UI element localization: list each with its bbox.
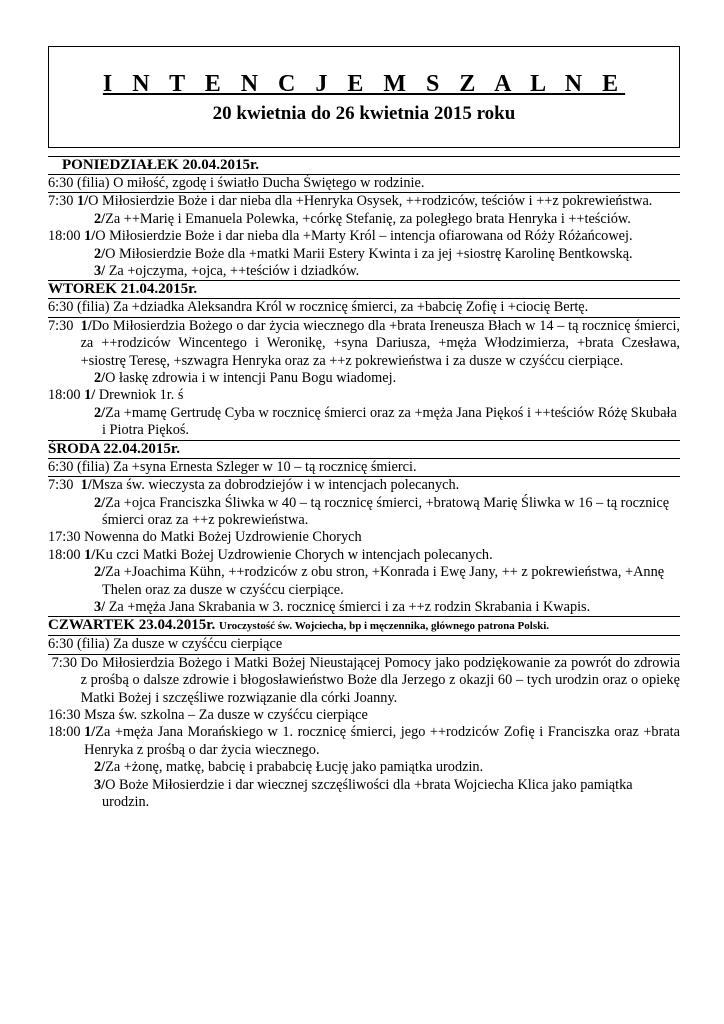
text: Za ++Marię i Emanuela Polewka, +córkę Stefanię, za poległego brata Henryka i ++teściów. <box>105 210 631 227</box>
intentions-list <box>48 156 680 811</box>
intention-text <box>94 759 680 776</box>
intention-text <box>94 495 680 530</box>
text: Za +męża Jana Morańskiego w 1. rocznicę śmierci, jego ++rodziców Zofię i Franciszka oraz +brata Henryka z prośbą o dar życia wiecznego. <box>84 724 680 758</box>
number: 3/ <box>94 598 106 615</box>
intention-text <box>77 193 680 210</box>
intention-text <box>94 246 680 263</box>
document-page <box>48 46 680 811</box>
intention-entry <box>48 387 680 404</box>
intention-text <box>94 564 680 599</box>
filia-entry: 6:30 (filia) Za +dziadka Aleksandra Król w rocznicę śmierci, za +babcię Zofię i +ciocię Bertę. <box>48 299 680 317</box>
intention-entry <box>48 370 680 387</box>
intention-text <box>84 228 680 245</box>
day-header-monday <box>48 156 680 175</box>
intention-entry <box>48 193 680 210</box>
intention-entry <box>48 246 680 263</box>
filia-entry: 6:30 (filia) O miłość, zgodę i światło Ducha Świętego w rodzinie. <box>48 175 680 193</box>
number: 1/ <box>80 317 92 334</box>
number: 2/ <box>94 245 106 262</box>
number: 2/ <box>94 759 106 776</box>
number: 2/ <box>94 564 106 581</box>
intention-entry <box>48 599 680 616</box>
feast-note: Uroczystość św. Wojciecha, bp i męczennika, głównego patrona Polski. <box>219 620 550 633</box>
time: 7:30 <box>48 654 81 671</box>
number: 1/ <box>84 724 96 741</box>
text: O łaskę zdrowia i w intencji Panu Bogu wiadomej. <box>105 370 397 387</box>
date-range-subtitle: 20 kwietnia do 26 kwietnia 2015 roku <box>212 103 516 124</box>
intention-entry <box>48 777 680 812</box>
intention-text <box>81 477 680 494</box>
intention-entry <box>48 495 680 530</box>
day-title: ŚRODA 22.04.2015r. <box>48 440 180 457</box>
school-mass-entry: 16:30 Msza św. szkolna – Za dusze w czyśćcu cierpiące <box>48 706 368 723</box>
time: 7:30 <box>48 317 81 334</box>
time: 18:00 <box>48 228 85 245</box>
time: 18:00 <box>48 724 85 741</box>
number: 1/ <box>77 193 89 210</box>
text: Za +ojczyma, +ojca, ++teściów i dziadków. <box>105 263 360 280</box>
day-header-wednesday <box>48 440 680 459</box>
intention-entry <box>48 724 680 759</box>
filia-entry: 6:30 (filia) Za +syna Ernesta Szleger w 10 – tą rocznicę śmierci. <box>48 459 680 477</box>
number: 1/ <box>84 546 96 563</box>
text: O Miłosierdzie Boże i dar nieba dla +Henryka Osysek, ++rodziców, teściów i ++z pokrewieństwa. <box>88 193 653 210</box>
intention-entry <box>48 547 680 564</box>
time: 18:00 <box>48 546 85 563</box>
intention-text <box>84 724 680 759</box>
number: 2/ <box>94 210 106 227</box>
number: 1/ <box>80 477 92 494</box>
day-title: WTOREK 21.04.2015r. <box>48 281 198 298</box>
number: 2/ <box>94 404 106 421</box>
intention-entry <box>48 405 680 440</box>
number: 3/ <box>94 263 106 280</box>
text: O Boże Miłosierdzie i dar wiecznej szczęśliwości dla +brata Wojciecha Klica jako pamiątka urodzin. <box>102 776 633 810</box>
text: Msza św. wieczysta za dobrodziejów i w intencjach polecanych. <box>91 477 460 494</box>
number: 1/ <box>84 228 96 245</box>
page-title: I N T E N C J E M S Z A L N E <box>102 71 626 97</box>
intention-entry <box>48 564 680 599</box>
number: 2/ <box>94 370 106 387</box>
text: Za +męża Jana Skrabania w 3. rocznicę śmierci i za ++z rodzin Skrabania i Kwapis. <box>105 598 591 615</box>
day-header-tuesday <box>48 280 680 299</box>
time: 7:30 <box>48 193 77 210</box>
intention-text <box>94 777 680 812</box>
intention-text <box>94 211 680 228</box>
intention-entry <box>48 263 680 280</box>
text: Za +Joachima Kühn, ++rodziców z obu stron, +Konrada i Ewę Jany, ++ z pokrewieństwa, +Annę Thelen oraz za dusze w czyśćcu cierpiące. <box>102 564 665 598</box>
text: O Miłosierdzie Boże dla +matki Marii Estery Kwinta i za jej +siostrę Karolinę Bentkowską. <box>105 245 633 262</box>
intention-text <box>81 655 680 707</box>
day-title: CZWARTEK 23.04.2015r. <box>48 617 216 634</box>
number: 2/ <box>94 494 106 511</box>
intention-text <box>84 387 680 404</box>
intention-text <box>94 370 680 387</box>
filia-entry: 6:30 (filia) Za dusze w czyśćcu cierpiące <box>48 636 680 654</box>
number: 3/ <box>94 776 106 793</box>
text: Do Miłosierdzia Bożego o dar życia wiecznego dla +brata Ireneusza Błach w 14 – tą rocznicę śmierci, za ++rodziców Wincentego i Weronikę, +syna Dariusza, +męża Włodzimierza, +brata Czesława, +siostrę Teresę, +szwagra Henryka oraz za ++z pokrewieństwa i za dusze w czyśćcu cierpiące. <box>80 317 680 369</box>
text: Za +żonę, matkę, babcię i prababcię Łucję jako pamiątka urodzin. <box>105 759 484 776</box>
day-title: PONIEDZIAŁEK 20.04.2015r. <box>62 157 259 173</box>
novena-entry: 17:30 Nowenna do Matki Bożej Uzdrowienie Chorych <box>48 529 362 546</box>
intention-entry <box>48 318 680 370</box>
intention-text <box>94 599 680 616</box>
intention-entry <box>48 211 680 228</box>
time: 7:30 <box>48 477 81 494</box>
time: 18:00 <box>48 387 85 404</box>
text: Do Miłosierdzia Bożego i Matki Bożej Nieustającej Pomocy jako podziękowanie za powrót do zdrowia z prośbą o dalsze zdrowie i błogosławieństwo Boże dla Jerzego z okazji 60 – tych urodzin oraz o opiekę Matki Bożej i szczęśliwe rozwiązanie dla córki Joanny. <box>80 654 680 706</box>
text: O Miłosierdzie Boże i dar nieba dla +Marty Król – intencja ofiarowana od Róży Różańcowej. <box>95 228 633 245</box>
intention-entry <box>48 477 680 494</box>
title-box <box>48 46 680 148</box>
intention-entry <box>48 655 680 707</box>
text: Za +ojca Franciszka Śliwka w 40 – tą rocznicę śmierci, +bratową Marię Śliwka w 16 – tą rocznicę śmierci oraz za ++z pokrewieństwa. <box>102 494 670 528</box>
text: Drewniok 1r. ś <box>95 387 184 404</box>
day-header-thursday <box>48 616 680 636</box>
intention-text <box>81 318 680 370</box>
intention-text <box>94 405 680 440</box>
intention-text <box>94 263 680 280</box>
intention-text <box>84 547 680 564</box>
intention-entry <box>48 759 680 776</box>
text: Za +mamę Gertrudę Cyba w rocznicę śmierci oraz za +męża Jana Piękoś i ++teściów Różę Skubała i Piotra Piękoś. <box>102 404 677 439</box>
number: 1/ <box>84 387 96 404</box>
intention-entry <box>48 228 680 245</box>
text: Ku czci Matki Bożej Uzdrowienie Chorych w intencjach polecanych. <box>95 546 493 563</box>
